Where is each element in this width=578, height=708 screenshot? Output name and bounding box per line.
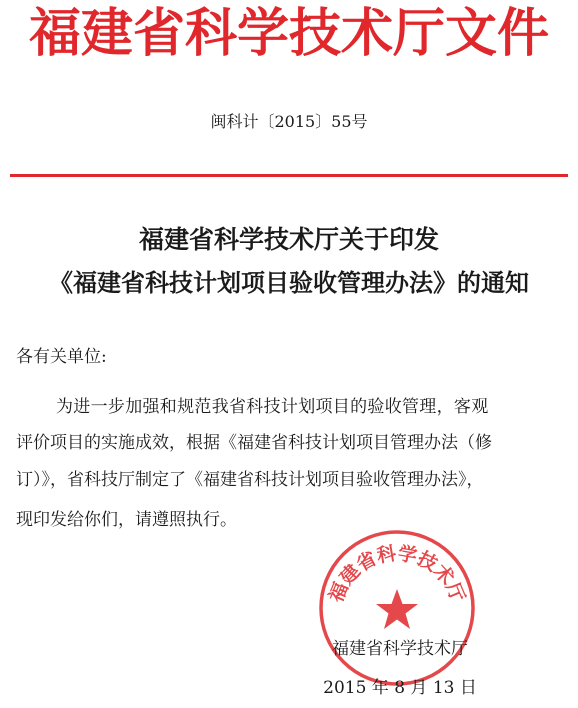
signature-agency: 福建省科学技术厅 [332,639,468,659]
salutation: 各有关单位: [16,347,107,367]
agency-header-title: 福建省科学技术厅文件 [28,3,549,64]
notice-title-line-1: 福建省科学技术厅关于印发 [138,225,439,254]
seal-text: 福建省科学技术厅 [325,542,469,606]
body-paragraph-line: 现印发给你们，请遵照执行。 [16,510,237,530]
document-number: 闽科计〔2015〕55号 [210,112,368,131]
body-paragraph-line: 为进一步加强和规范我省科技计划项目的验收管理，客观 [56,397,489,417]
body-paragraph-line: 订）》，省科技厅制定了《福建省科技计划项目验收管理办法》， [16,470,484,490]
document-date: 2015 年 8 月 13 日 [323,678,477,698]
red-divider [10,174,568,177]
star-icon [376,589,418,629]
notice-title-line-2: 《福建省科技计划项目验收管理办法》的通知 [49,268,529,297]
body-paragraph-line: 评价项目的实施成效，根据《福建省科技计划项目管理办法（修 [16,433,492,453]
official-seal [316,527,478,689]
